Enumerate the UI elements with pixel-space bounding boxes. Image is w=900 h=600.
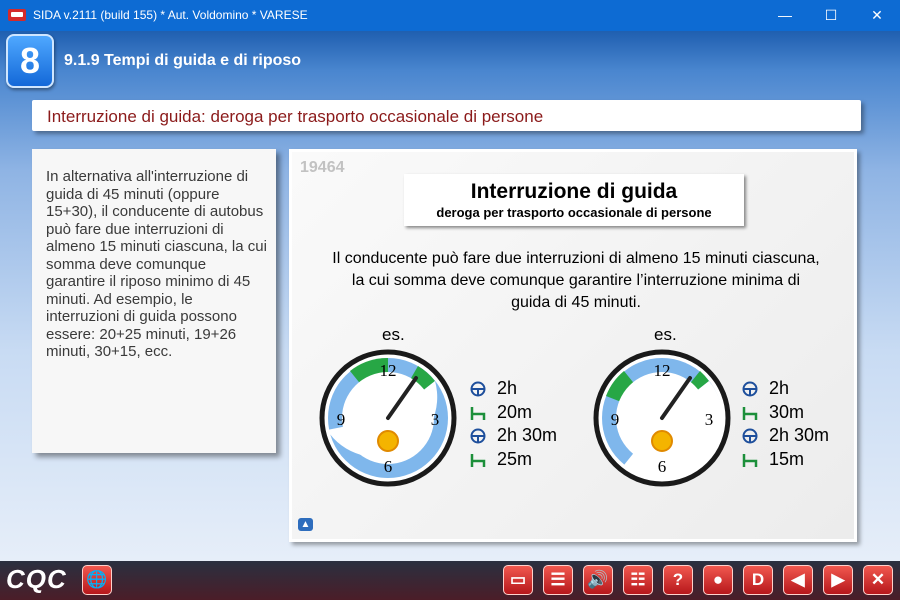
steering-wheel-icon [742, 428, 758, 444]
clock-number: 3 [704, 410, 714, 429]
clock-number: 6 [383, 457, 393, 476]
section-title: 9.1.9 Tempi di guida e di riposo [64, 52, 302, 69]
record-button[interactable]: ● [703, 565, 733, 595]
legend-row [742, 424, 872, 448]
legend-text: 2h 30m [497, 425, 558, 445]
slide-title: Interruzione di guida [470, 180, 678, 203]
legend-example-1 [470, 377, 600, 471]
legend-row [470, 377, 600, 401]
title-bar [0, 0, 900, 31]
cqc-logo: CQC [6, 564, 67, 594]
slide-number: 19464 [300, 159, 345, 176]
legend-row [742, 401, 872, 425]
steering-wheel-icon [470, 428, 486, 444]
steering-wheel-icon [470, 381, 486, 397]
app-body [0, 31, 900, 561]
legend-text: 30m [769, 401, 805, 422]
clock-number: 12 [653, 361, 671, 380]
maximize-button[interactable]: ☐ [824, 7, 838, 23]
explanation-panel [32, 149, 276, 453]
clock-number: 9 [336, 410, 346, 429]
window-title: SIDA v.2111 (build 155) * Aut. Voldomino * VARESE [33, 8, 308, 22]
clock-number: 12 [379, 361, 397, 380]
bed-icon [742, 452, 758, 468]
app-icon [8, 9, 26, 21]
legend-row [470, 401, 600, 425]
legend-row [742, 448, 872, 472]
slide-body-text: Il conducente può fare due interruzioni di almeno 15 minuti ciascuna, la cui somma deve comunque garantire l’interruzione minima di guida di 45 minuti. [332, 250, 820, 311]
slide-subtitle: deroga per trasporto occasionale di persone [436, 205, 712, 220]
lesson-subtitle: Interruzione di guida: deroga per trasporto occasionale di persone [47, 107, 544, 126]
globe-button[interactable]: 🌐 [82, 565, 112, 595]
clock-number: 6 [657, 457, 667, 476]
example-label: es. [654, 325, 677, 344]
steering-wheel-icon [742, 381, 758, 397]
legend-text: 25m [497, 448, 533, 469]
example-label: es. [382, 325, 405, 344]
clock-example-1 [318, 348, 458, 488]
minimize-button[interactable]: — [778, 7, 792, 23]
legend-row [470, 448, 600, 472]
explanation-text: In alternativa all'interruzione di guida di 45 minuti (oppure 15+30), il conducente di autobus può fare due interruzioni di almeno 15 minuti ciascuna, la cui somma deve comunque garantire il riposo minimo di 45 minuti. Ad esempio, le interruzioni di guida possono essere: 20+25 minuti, 19+26 minuti, 30+15, ecc. [46, 168, 267, 360]
forward-button[interactable]: ▶ [823, 565, 853, 595]
exit-button[interactable]: ✕ [863, 565, 893, 595]
legend-text: 15m [769, 448, 805, 469]
d-button[interactable]: D [743, 565, 773, 595]
bed-icon [470, 452, 486, 468]
clock-number: 3 [430, 410, 440, 429]
clock-number: 9 [610, 410, 620, 429]
subtitle-bar [32, 100, 861, 131]
legend-text: 2h 30m [769, 425, 830, 445]
list-button[interactable]: ☷ [623, 565, 653, 595]
presentation-button[interactable]: ▭ [503, 565, 533, 595]
back-button[interactable]: ◀ [783, 565, 813, 595]
legend-example-2 [742, 377, 872, 471]
slide-title-box [404, 174, 744, 226]
media-icon[interactable]: ▲ [298, 518, 313, 531]
bottom-toolbar [0, 561, 900, 600]
illustration-panel [289, 149, 857, 542]
bed-icon [470, 405, 486, 421]
clock-example-2 [592, 348, 732, 488]
speaker-button[interactable]: 🔊 [583, 565, 613, 595]
document-button[interactable]: ☰ [543, 565, 573, 595]
legend-text: 20m [497, 401, 533, 422]
bed-icon [742, 405, 758, 421]
legend-row [742, 377, 872, 401]
chapter-badge: 8 [6, 34, 54, 88]
legend-text: 2h [497, 378, 518, 398]
close-window-button[interactable]: ✕ [871, 7, 883, 23]
legend-row [470, 424, 600, 448]
legend-text: 2h [769, 378, 790, 398]
help-button[interactable]: ? [663, 565, 693, 595]
